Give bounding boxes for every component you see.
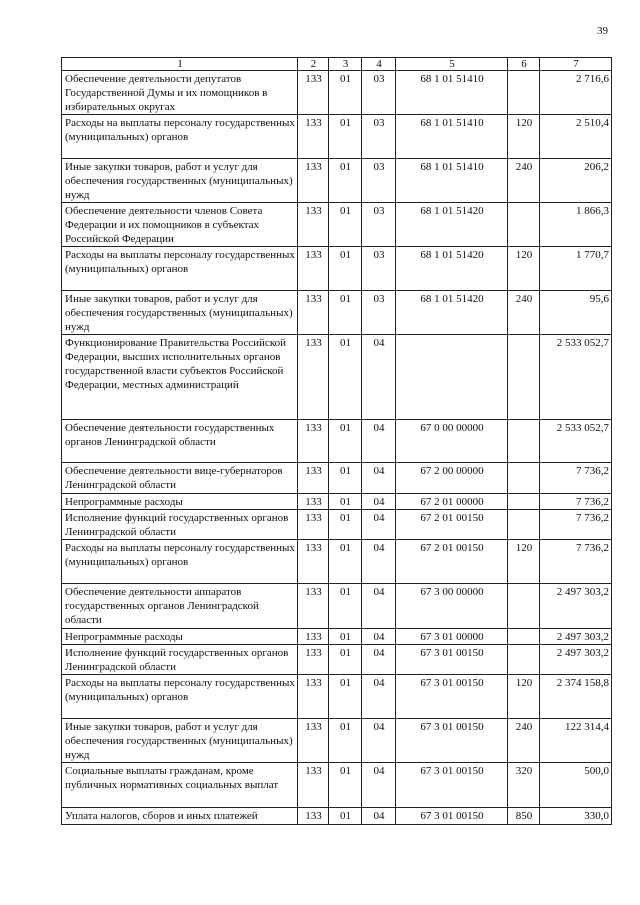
row-section: 01 xyxy=(329,584,362,629)
row-admin-code: 133 xyxy=(298,645,329,675)
row-admin-code: 133 xyxy=(298,494,329,510)
row-section: 01 xyxy=(329,629,362,645)
row-amount: 500,0 xyxy=(540,763,612,808)
row-name: Расходы на выплаты персоналу государственных (муниципальных) органов xyxy=(62,540,298,584)
row-admin-code: 133 xyxy=(298,763,329,808)
row-subsection: 03 xyxy=(362,247,396,291)
row-section: 01 xyxy=(329,247,362,291)
row-name: Функционирование Правительства Российской Федерации, высших исполнительных органов государственной власти субъектов Российской Федерации, местных администраций xyxy=(62,335,298,420)
row-amount: 2 497 303,2 xyxy=(540,584,612,629)
row-target-article: 67 3 00 00000 xyxy=(396,584,508,629)
row-name: Обеспечение деятельности вице-губернаторов Ленинградской области xyxy=(62,463,298,494)
row-expense-type xyxy=(508,494,540,510)
row-admin-code: 133 xyxy=(298,540,329,584)
row-subsection: 04 xyxy=(362,420,396,463)
row-amount: 122 314,4 xyxy=(540,719,612,763)
header-row xyxy=(62,58,612,71)
row-expense-type: 120 xyxy=(508,540,540,584)
row-name: Исполнение функций государственных органов Ленинградской области xyxy=(62,645,298,675)
row-subsection: 04 xyxy=(362,719,396,763)
row-admin-code: 133 xyxy=(298,510,329,540)
row-subsection: 04 xyxy=(362,763,396,808)
row-target-article: 67 3 01 00150 xyxy=(396,675,508,719)
table-row xyxy=(62,159,612,203)
row-section: 01 xyxy=(329,808,362,825)
row-name: Непрограммные расходы xyxy=(62,629,298,645)
row-admin-code: 133 xyxy=(298,159,329,203)
row-admin-code: 133 xyxy=(298,247,329,291)
column-header-4: 4 xyxy=(362,58,396,71)
row-name: Уплата налогов, сборов и иных платежей xyxy=(62,808,298,825)
row-section: 01 xyxy=(329,420,362,463)
row-name: Обеспечение деятельности депутатов Государственной Думы и их помощников в избирательных округах xyxy=(62,71,298,115)
table-row xyxy=(62,115,612,159)
row-expense-type xyxy=(508,463,540,494)
row-target-article: 67 0 00 00000 xyxy=(396,420,508,463)
row-target-article: 68 1 01 51420 xyxy=(396,291,508,335)
row-target-article: 67 3 01 00150 xyxy=(396,719,508,763)
row-section: 01 xyxy=(329,463,362,494)
row-target-article: 67 2 01 00150 xyxy=(396,540,508,584)
table-row xyxy=(62,494,612,510)
table-row xyxy=(62,763,612,808)
row-expense-type xyxy=(508,584,540,629)
row-amount: 2 533 052,7 xyxy=(540,420,612,463)
row-target-article: 67 3 01 00150 xyxy=(396,808,508,825)
row-section: 01 xyxy=(329,494,362,510)
row-name: Обеспечение деятельности членов Совета Федерации и их помощников в субъектах Российской Федерации xyxy=(62,203,298,247)
row-amount: 95,6 xyxy=(540,291,612,335)
table-row xyxy=(62,420,612,463)
row-subsection: 03 xyxy=(362,115,396,159)
row-amount: 1 866,3 xyxy=(540,203,612,247)
row-admin-code: 133 xyxy=(298,584,329,629)
row-admin-code: 133 xyxy=(298,629,329,645)
row-target-article: 68 1 01 51410 xyxy=(396,115,508,159)
row-amount: 2 497 303,2 xyxy=(540,645,612,675)
row-subsection: 03 xyxy=(362,203,396,247)
row-amount: 330,0 xyxy=(540,808,612,825)
row-expense-type xyxy=(508,420,540,463)
row-name: Иные закупки товаров, работ и услуг для обеспечения государственных (муниципальных) нужд xyxy=(62,719,298,763)
row-subsection: 04 xyxy=(362,808,396,825)
row-section: 01 xyxy=(329,510,362,540)
row-admin-code: 133 xyxy=(298,71,329,115)
row-target-article: 68 1 01 51410 xyxy=(396,71,508,115)
row-expense-type xyxy=(508,510,540,540)
row-section: 01 xyxy=(329,291,362,335)
row-section: 01 xyxy=(329,335,362,420)
row-name: Расходы на выплаты персоналу государственных (муниципальных) органов xyxy=(62,675,298,719)
row-section: 01 xyxy=(329,159,362,203)
row-amount: 7 736,2 xyxy=(540,540,612,584)
row-admin-code: 133 xyxy=(298,203,329,247)
row-expense-type xyxy=(508,645,540,675)
table-row xyxy=(62,629,612,645)
row-target-article: 67 2 01 00000 xyxy=(396,494,508,510)
row-name: Исполнение функций государственных органов Ленинградской области xyxy=(62,510,298,540)
column-header-3: 3 xyxy=(329,58,362,71)
row-amount: 7 736,2 xyxy=(540,494,612,510)
row-admin-code: 133 xyxy=(298,420,329,463)
row-amount: 7 736,2 xyxy=(540,510,612,540)
row-expense-type: 850 xyxy=(508,808,540,825)
budget-table xyxy=(61,57,612,825)
row-section: 01 xyxy=(329,719,362,763)
table-row xyxy=(62,584,612,629)
row-amount: 7 736,2 xyxy=(540,463,612,494)
row-admin-code: 133 xyxy=(298,808,329,825)
table-row xyxy=(62,675,612,719)
row-amount: 2 533 052,7 xyxy=(540,335,612,420)
row-expense-type: 240 xyxy=(508,719,540,763)
row-section: 01 xyxy=(329,71,362,115)
row-expense-type xyxy=(508,203,540,247)
row-target-article: 67 2 01 00150 xyxy=(396,510,508,540)
row-target-article: 67 2 00 00000 xyxy=(396,463,508,494)
row-admin-code: 133 xyxy=(298,335,329,420)
row-target-article xyxy=(396,335,508,420)
row-subsection: 03 xyxy=(362,291,396,335)
row-expense-type: 120 xyxy=(508,115,540,159)
row-section: 01 xyxy=(329,645,362,675)
row-expense-type xyxy=(508,629,540,645)
table-row xyxy=(62,808,612,825)
table-row xyxy=(62,335,612,420)
row-amount: 206,2 xyxy=(540,159,612,203)
row-expense-type: 320 xyxy=(508,763,540,808)
table-row xyxy=(62,645,612,675)
row-expense-type: 240 xyxy=(508,291,540,335)
row-amount: 2 510,4 xyxy=(540,115,612,159)
table-row xyxy=(62,719,612,763)
row-expense-type xyxy=(508,71,540,115)
row-name: Иные закупки товаров, работ и услуг для обеспечения государственных (муниципальных) нужд xyxy=(62,159,298,203)
column-header-2: 2 xyxy=(298,58,329,71)
row-target-article: 67 3 01 00000 xyxy=(396,629,508,645)
row-amount: 2 374 158,8 xyxy=(540,675,612,719)
row-subsection: 04 xyxy=(362,675,396,719)
row-target-article: 68 1 01 51420 xyxy=(396,203,508,247)
row-target-article: 67 3 01 00150 xyxy=(396,645,508,675)
row-name: Иные закупки товаров, работ и услуг для обеспечения государственных (муниципальных) нужд xyxy=(62,291,298,335)
row-name: Обеспечение деятельности государственных органов Ленинградской области xyxy=(62,420,298,463)
column-header-5: 5 xyxy=(396,58,508,71)
row-section: 01 xyxy=(329,540,362,584)
row-admin-code: 133 xyxy=(298,463,329,494)
row-name: Социальные выплаты гражданам, кроме публичных нормативных социальных выплат xyxy=(62,763,298,808)
row-subsection: 04 xyxy=(362,494,396,510)
row-section: 01 xyxy=(329,203,362,247)
row-amount: 1 770,7 xyxy=(540,247,612,291)
row-amount: 2 716,6 xyxy=(540,71,612,115)
row-target-article: 68 1 01 51420 xyxy=(396,247,508,291)
row-name: Расходы на выплаты персоналу государственных (муниципальных) органов xyxy=(62,247,298,291)
row-subsection: 04 xyxy=(362,629,396,645)
column-header-6: 6 xyxy=(508,58,540,71)
row-subsection: 04 xyxy=(362,463,396,494)
row-subsection: 04 xyxy=(362,645,396,675)
row-subsection: 04 xyxy=(362,584,396,629)
row-section: 01 xyxy=(329,115,362,159)
row-name: Расходы на выплаты персоналу государственных (муниципальных) органов xyxy=(62,115,298,159)
table-row xyxy=(62,71,612,115)
row-expense-type xyxy=(508,335,540,420)
table-row xyxy=(62,203,612,247)
row-target-article: 67 3 01 00150 xyxy=(396,763,508,808)
row-admin-code: 133 xyxy=(298,115,329,159)
column-header-7: 7 xyxy=(540,58,612,71)
table-row xyxy=(62,291,612,335)
row-section: 01 xyxy=(329,763,362,808)
column-header-1: 1 xyxy=(62,58,298,71)
table-row xyxy=(62,510,612,540)
row-amount: 2 497 303,2 xyxy=(540,629,612,645)
row-expense-type: 120 xyxy=(508,247,540,291)
row-subsection: 04 xyxy=(362,335,396,420)
row-subsection: 03 xyxy=(362,71,396,115)
row-name: Непрограммные расходы xyxy=(62,494,298,510)
page-number: 39 xyxy=(597,25,608,37)
row-expense-type: 240 xyxy=(508,159,540,203)
row-section: 01 xyxy=(329,675,362,719)
table-row xyxy=(62,247,612,291)
row-admin-code: 133 xyxy=(298,719,329,763)
row-admin-code: 133 xyxy=(298,675,329,719)
table-row xyxy=(62,463,612,494)
row-name: Обеспечение деятельности аппаратов государственных органов Ленинградской области xyxy=(62,584,298,629)
row-admin-code: 133 xyxy=(298,291,329,335)
row-target-article: 68 1 01 51410 xyxy=(396,159,508,203)
row-expense-type: 120 xyxy=(508,675,540,719)
row-subsection: 04 xyxy=(362,510,396,540)
row-subsection: 04 xyxy=(362,540,396,584)
table-row xyxy=(62,540,612,584)
row-subsection: 03 xyxy=(362,159,396,203)
